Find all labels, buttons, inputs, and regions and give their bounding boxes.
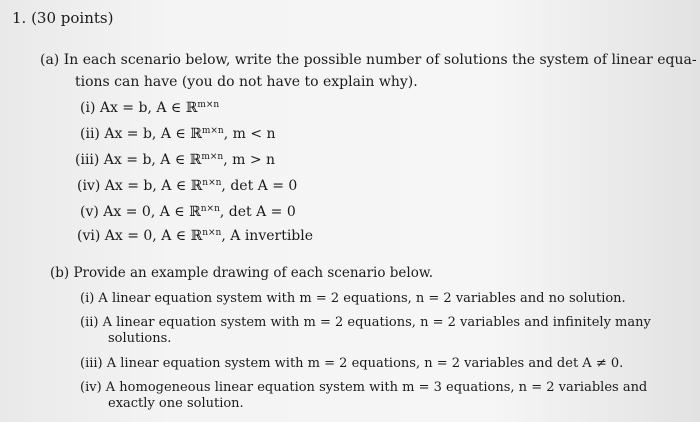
item-i-text: (i) Ax = b, A ∈ ℝ [80, 100, 198, 116]
part-b-item-i: (i) A linear equation system with m = 2 equations, n = 2 variables and no solution. [80, 291, 626, 306]
item-ii-text: (ii) Ax = b, A ∈ ℝ [80, 126, 202, 142]
item-iv-dim: n×n [202, 178, 222, 188]
item-ii-dim: m×n [201, 126, 224, 136]
item-iv-tail: , det A = 0 [221, 178, 298, 194]
part-b-item-iii: (iii) A linear equation system with m = 2 equations, n = 2 variables and det A ≠ 0. [80, 356, 624, 371]
item-ii-tail: , m < n [223, 126, 276, 142]
question-header: 1. (30 points) [12, 9, 114, 27]
part-a-intro-line1: (a) In each scenario below, write the possible number of solutions the system of linear equa- [40, 52, 697, 68]
item-i-dim: m×n [197, 100, 220, 110]
item-iii-tail: , m > n [223, 152, 276, 168]
item-vi-tail: , A invertible [221, 228, 314, 244]
part-a-item-iv [77, 178, 297, 194]
item-vi-text: (vi) Ax = 0, A ∈ ℝ [77, 228, 203, 244]
part-b-item-ii: (ii) A linear equation system with m = 2 equations, n = 2 variables and infinitely many [80, 315, 651, 330]
part-a-item-ii [80, 126, 276, 142]
item-vi-dim: n×n [202, 228, 222, 238]
part-b-item-iv: (iv) A homogeneous linear equation system with m = 3 equations, n = 2 variables and [80, 380, 648, 395]
part-a-intro-line2: tions can have (you do not have to explain why). [75, 74, 418, 90]
part-b-item-iv-continuation: exactly one solution. [108, 396, 244, 411]
item-iii-dim: m×n [201, 152, 224, 162]
part-b-intro: (b) Provide an example drawing of each scenario below. [50, 265, 434, 281]
part-a-item-v [80, 204, 296, 220]
part-a-item-vi [77, 228, 313, 244]
item-v-dim: n×n [200, 204, 220, 214]
part-a-item-iii [75, 152, 275, 168]
part-b-item-ii-continuation: solutions. [108, 331, 172, 346]
part-a-item-i [80, 100, 219, 116]
item-iv-text: (iv) Ax = b, A ∈ ℝ [77, 178, 203, 194]
item-v-text: (v) Ax = 0, A ∈ ℝ [80, 204, 201, 220]
item-v-tail: , det A = 0 [219, 204, 296, 220]
item-iii-text: (iii) Ax = b, A ∈ ℝ [75, 152, 202, 168]
